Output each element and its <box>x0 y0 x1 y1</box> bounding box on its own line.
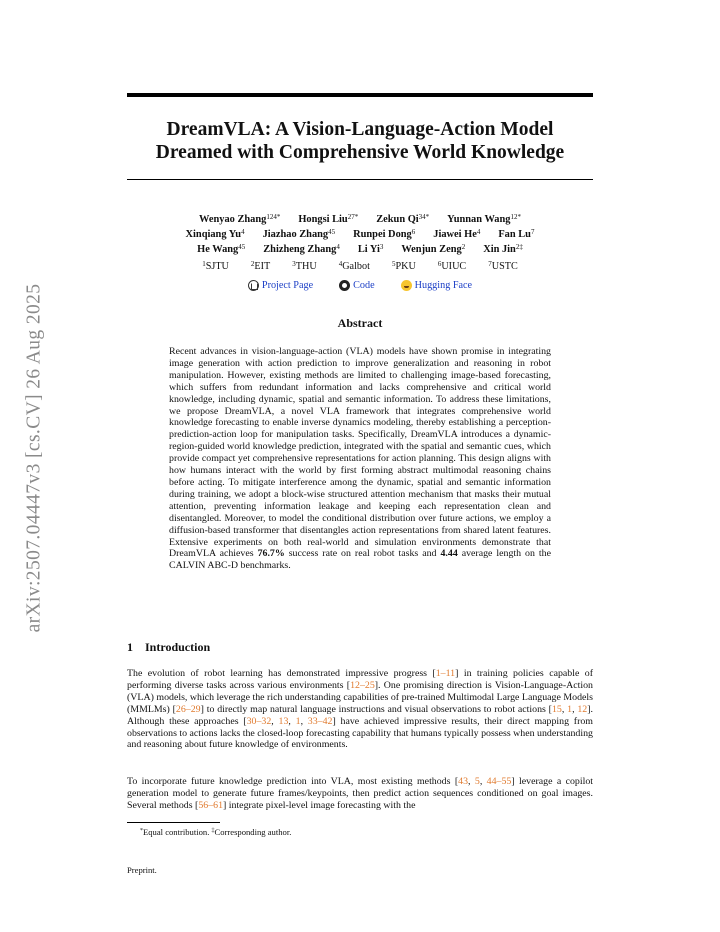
author-name: Fan Lu <box>498 229 531 240</box>
paragraph-text: , <box>572 703 578 715</box>
paragraph-text: To incorporate future knowledge prediction into VLA, most existing methods [ <box>127 776 459 787</box>
affiliation-mark: 1 <box>202 260 206 268</box>
project-page-link[interactable] <box>248 280 313 291</box>
citation-link[interactable]: 56–61 <box>198 799 223 811</box>
preprint-label: Preprint. <box>127 865 157 875</box>
author-affiliation-marks: 6 <box>411 228 416 236</box>
arxiv-identifier-text: arXiv:2507.04447v3 [cs.CV] 26 Aug 2025 <box>23 283 44 633</box>
citation-link[interactable]: 12–25 <box>350 679 375 691</box>
affiliation-mark: 7 <box>488 260 492 268</box>
arxiv-identifier <box>14 268 54 648</box>
author-name: Jiazhao Zhang <box>262 229 329 240</box>
author <box>353 226 415 241</box>
author-list <box>127 211 593 256</box>
affiliation-mark: 2 <box>250 260 255 268</box>
affiliation-mark: 3 <box>292 260 296 268</box>
affiliation <box>251 260 270 272</box>
author <box>197 241 245 256</box>
affiliation-list <box>127 260 593 272</box>
author <box>483 241 523 256</box>
paragraph-text: , <box>271 715 279 727</box>
paper-title-line-1: DreamVLA: A Vision-Language-Action Model <box>166 119 554 140</box>
paragraph-text: ] in training policies capable of performing diverse tasks across various environments [ <box>127 668 593 691</box>
citation-link[interactable]: 1–11 <box>435 668 456 679</box>
paragraph-text: ] to directly map natural language instructions and visual observations to robot actions [ <box>200 703 552 715</box>
author-name: Hongsi Liu <box>298 214 348 225</box>
hugging-face-link[interactable] <box>401 280 472 291</box>
author-affiliation-marks: 12* <box>510 213 521 221</box>
hugging-face-icon <box>401 280 412 291</box>
paragraph-text: ]. Although these approaches [ <box>127 703 593 727</box>
author-name: Xin Jin <box>483 244 516 255</box>
paragraph-text: ] integrate pixel-level image forecasting with the <box>223 799 416 811</box>
author-affiliation-marks: 2 <box>461 243 466 251</box>
github-icon <box>339 280 350 291</box>
paragraph-text: , <box>288 715 296 727</box>
affiliation-mark: 5 <box>391 260 396 268</box>
footnote <box>140 827 291 837</box>
paragraph-text: ] leverage a copilot generation model to generate future frames/keypoints, then predict action sequences conditioned on goal images. Several methods [ <box>127 776 594 811</box>
citation-link[interactable]: 43 <box>458 776 469 787</box>
paragraph-text: , <box>479 776 487 787</box>
abstract-body <box>169 346 551 572</box>
author <box>263 241 340 256</box>
resource-links <box>127 280 593 291</box>
paragraph-text: ] have achieved impressive results, their direct mapping from observations to actions lacks the closed-loop forecasting capability that humans typically possess when understanding and reasoning about future knowledge of environments. <box>127 715 593 751</box>
affiliation-name: Galbot <box>342 261 370 272</box>
author-line-3 <box>127 241 593 256</box>
author-name: Xinqiang Yu <box>185 229 242 240</box>
author-affiliation-marks: 3 <box>379 243 384 251</box>
citation-link[interactable]: 44–55 <box>486 776 512 787</box>
author-name: Yunnan Wang <box>447 214 511 225</box>
citation-link[interactable]: 1 <box>567 703 573 715</box>
abstract-heading: Abstract <box>337 316 383 330</box>
title-top-rule <box>127 93 593 97</box>
affiliation <box>392 260 416 272</box>
author-affiliation-marks: 4 <box>336 243 340 251</box>
section-number: 1 <box>127 640 133 654</box>
paragraph-text: The evolution of robot learning has demonstrated impressive progress [ <box>127 668 436 679</box>
author-affiliation-marks: 7 <box>530 228 535 236</box>
author-name: Zhizheng Zhang <box>263 244 337 255</box>
paragraph-text: , <box>300 715 308 727</box>
footnote-rule <box>127 822 220 823</box>
author <box>186 226 245 241</box>
citation-link[interactable]: 1 <box>295 715 301 727</box>
abstract-success-rate: 76.7% <box>257 548 285 560</box>
footnote-mark: ‡ <box>211 828 215 834</box>
code-link[interactable] <box>339 280 375 291</box>
author-name: Wenyao Zhang <box>199 214 267 225</box>
affiliation-name: THU <box>295 261 317 272</box>
abstract-text: Recent advances in vision-language-action (VLA) models have shown promise in integrating image generation with action prediction to improve generalization and reasoning in robot manipulation. However, existing methods are limited to challenging image-based forecasting, which suffers from redundant information and lacks comprehensive and critical world knowledge, including dynamic, spatial and semantic information. To address these limitations, we propose DreamVLA, a novel VLA framework that integrates comprehensive world knowledge forecasting to enable inverse dynamics modeling, thereby establishing a perception-prediction-action loop for manipulation tasks. Specifically, DreamVLA introduces a dynamic-region-guided world knowledge prediction, integrated with the spatial and semantic cues, which provide compact yet comprehensive representations for action planning. This design aligns with how humans interact with the world by first forming abstract multimodal reasoning chains before acting. To mitigate interference among the dynamic, spatial and semantic information during training, we adopt a block-wise structured attention mechanism that masks their mutual attention, preventing information leakage and keeping each representation clean and disentangled. Moreover, to model the conditional distribution over future actions, we employ a diffusion-based transformer that disentangles action representations from shared latent features. Extensive experiments on both real-world and simulation environments demonstrate that DreamVLA achieves <box>169 346 551 560</box>
section-title: Introduction <box>145 640 211 654</box>
author <box>401 241 465 256</box>
affiliation <box>488 260 518 272</box>
author-affiliation-marks: 4 <box>241 228 245 236</box>
intro-paragraph-2 <box>127 776 593 812</box>
author-affiliation-marks: 2‡ <box>515 243 523 251</box>
abstract-text: average length on the CALVIN ABC-D benchmarks. <box>169 548 551 572</box>
author <box>433 226 480 241</box>
author <box>263 226 336 241</box>
paper-title-line-2: Dreamed with Comprehensive World Knowledge <box>155 142 565 163</box>
affiliation-name: PKU <box>395 261 416 272</box>
affiliation-name: USTC <box>491 261 518 272</box>
intro-paragraph-1 <box>127 668 593 751</box>
author-name: Wenjun Zeng <box>401 244 462 255</box>
home-icon <box>248 280 259 291</box>
citation-link[interactable]: 15 <box>551 703 562 715</box>
title-bottom-rule <box>127 179 593 180</box>
affiliation-mark: 4 <box>338 260 343 268</box>
affiliation <box>339 260 370 272</box>
abstract-text: success rate on real robot tasks and <box>284 548 441 560</box>
section-heading-introduction <box>127 640 210 655</box>
affiliation-name: UIUC <box>441 261 467 272</box>
paper-title <box>127 118 593 164</box>
paragraph-text: , <box>561 703 568 715</box>
author-affiliation-marks: 34* <box>418 213 430 221</box>
citation-link[interactable]: 33–42 <box>307 715 333 727</box>
affiliation-mark: 6 <box>437 260 442 268</box>
author-name: Jiawei He <box>433 229 477 240</box>
paragraph-text: ]. One promising direction is Vision-Language-Action (VLA) models, which leverage the rich understanding capabilities of pre-trained Multimodal Large Language Models (MMLMs) [ <box>127 679 593 715</box>
author <box>447 211 521 226</box>
author-affiliation-marks: 124* <box>266 213 281 221</box>
author-line-2 <box>127 226 593 241</box>
citation-link[interactable]: 12 <box>577 703 588 715</box>
author-affiliation-marks: 45 <box>238 243 246 251</box>
author-name: He Wang <box>197 244 239 255</box>
affiliation <box>202 260 229 272</box>
author-affiliation-marks: 45 <box>328 228 336 236</box>
author <box>298 211 358 226</box>
code-link-label: Code <box>353 280 375 291</box>
author <box>358 241 384 256</box>
footnote-mark: * <box>140 828 143 834</box>
author-affiliation-marks: 4 <box>476 228 481 236</box>
author-name: Zekun Qi <box>376 214 419 225</box>
footnote-text: Equal contribution. <box>143 827 212 837</box>
author-name: Runpei Dong <box>353 229 412 240</box>
project-page-link-label: Project Page <box>261 280 314 291</box>
citation-link[interactable]: 13 <box>278 715 289 727</box>
citation-link[interactable]: 26–29 <box>175 703 201 715</box>
author-line-1 <box>127 211 593 226</box>
citation-link[interactable]: 5 <box>474 776 480 787</box>
affiliation <box>292 260 316 272</box>
abstract-average-length: 4.44 <box>440 548 458 560</box>
author <box>498 226 534 241</box>
affiliation <box>438 260 466 272</box>
author <box>199 211 280 226</box>
citation-link[interactable]: 30–32 <box>246 715 272 727</box>
paragraph-text: , <box>468 776 475 787</box>
hugging-face-link-label: Hugging Face <box>414 280 473 291</box>
affiliation-name: SJTU <box>205 261 229 272</box>
affiliation-name: EIT <box>254 261 271 272</box>
author <box>376 211 429 226</box>
footnote-text: Corresponding author. <box>214 827 292 837</box>
author-name: Li Yi <box>357 244 380 255</box>
author-affiliation-marks: 27* <box>347 213 359 221</box>
